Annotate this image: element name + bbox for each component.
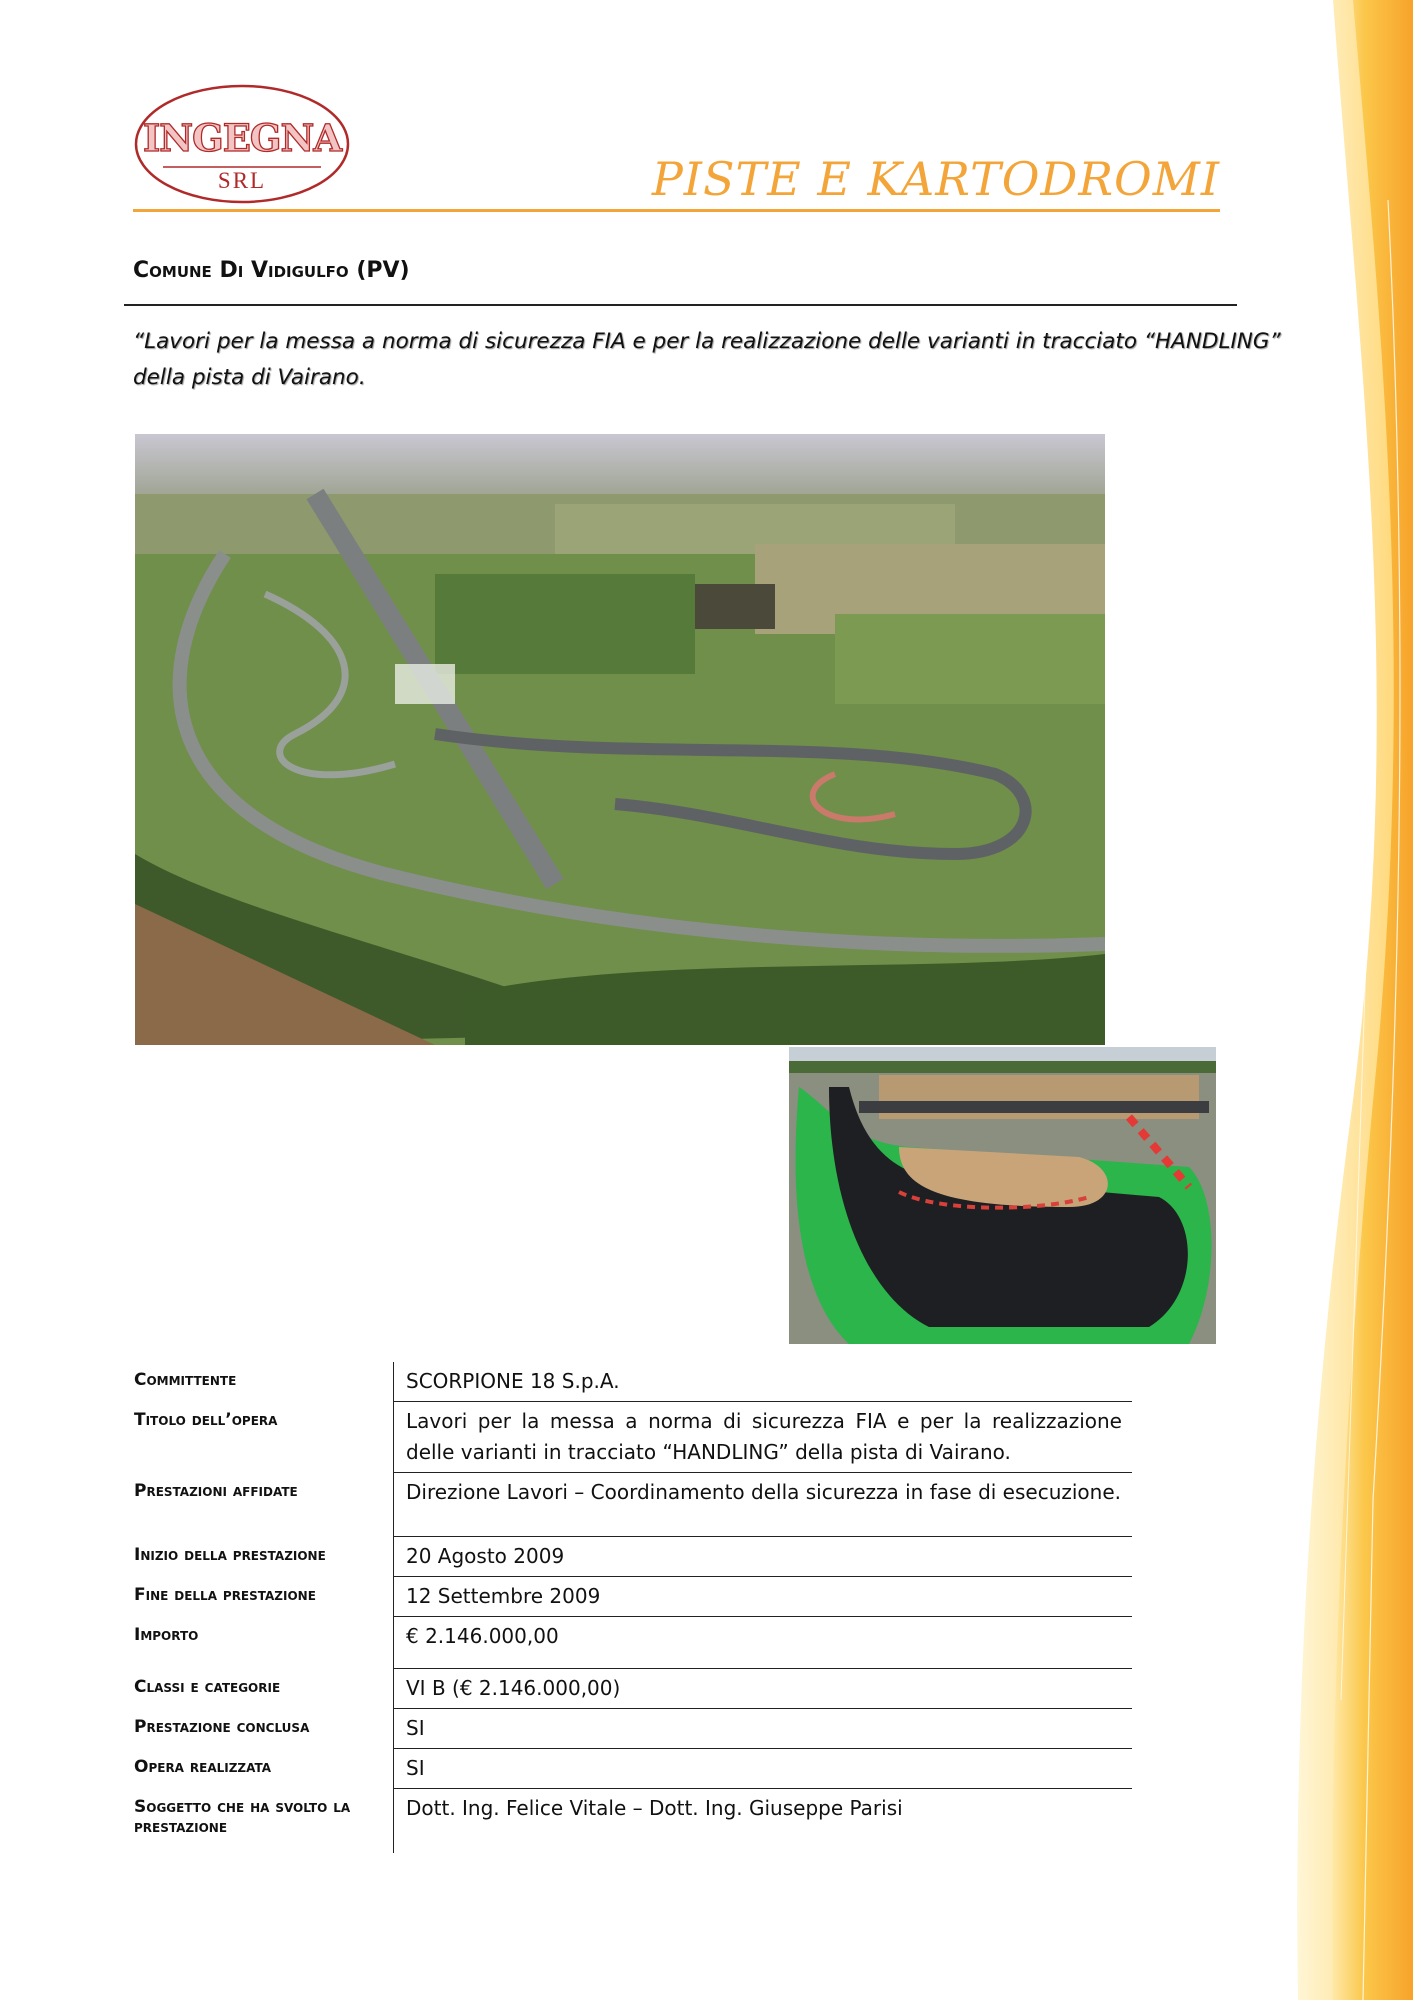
details-row xyxy=(124,1669,1132,1709)
handling-track-photo xyxy=(789,1047,1216,1344)
details-row xyxy=(124,1749,1132,1789)
project-location: Comune Di Vidigulfo (PV) xyxy=(133,258,410,283)
details-row xyxy=(124,1577,1132,1617)
project-details-table xyxy=(124,1362,1132,1853)
section-title: PISTE E KARTODROMI xyxy=(651,152,1220,206)
details-label: Opera realizzata xyxy=(124,1749,394,1789)
details-value: € 2.146.000,00 xyxy=(394,1617,1133,1669)
details-row xyxy=(124,1362,1132,1402)
details-label: Committente xyxy=(124,1362,394,1402)
details-label: Prestazioni affidate xyxy=(124,1473,394,1537)
details-label: Soggetto che ha svolto la prestazione xyxy=(124,1789,394,1853)
decorative-side-swirl xyxy=(1293,0,1413,2000)
aerial-track-photo xyxy=(135,434,1105,1045)
details-label: Prestazione conclusa xyxy=(124,1709,394,1749)
details-label: Fine della prestazione xyxy=(124,1577,394,1617)
details-label: Importo xyxy=(124,1617,394,1669)
details-label: Titolo dell’opera xyxy=(124,1402,394,1473)
details-value: Lavori per la messa a norma di sicurezza FIA e per la realizzazione delle varianti in tracciato “HANDLING” della pista di Vairano. xyxy=(394,1402,1133,1473)
company-logo-suffix: SRL xyxy=(217,168,267,193)
project-subtitle: “Lavori per la messa a norma di sicurezza FIA e per la realizzazione delle varianti in tracciato “HANDLING” della pista di Vairano. xyxy=(133,329,1281,390)
details-row xyxy=(124,1789,1132,1853)
details-row xyxy=(124,1473,1132,1537)
details-row xyxy=(124,1537,1132,1577)
details-label: Inizio della prestazione xyxy=(124,1537,394,1577)
details-value: SI xyxy=(394,1709,1133,1749)
details-value: SCORPIONE 18 S.p.A. xyxy=(394,1362,1133,1402)
details-row xyxy=(124,1402,1132,1473)
details-value: Dott. Ing. Felice Vitale – Dott. Ing. Giuseppe Parisi xyxy=(406,1796,903,1820)
details-value: Direzione Lavori – Coordinamento della sicurezza in fase di esecuzione. xyxy=(394,1473,1133,1537)
details-value: VI B (€ 2.146.000,00) xyxy=(394,1669,1133,1709)
details-row xyxy=(124,1709,1132,1749)
details-label: Classi e categorie xyxy=(124,1669,394,1709)
details-value: SI xyxy=(394,1749,1133,1789)
header-divider xyxy=(133,209,1220,212)
details-value: 20 Agosto 2009 xyxy=(394,1537,1133,1577)
details-value: 12 Settembre 2009 xyxy=(394,1577,1133,1617)
details-row xyxy=(124,1617,1132,1669)
company-logo-name: INGEGNA xyxy=(142,116,342,160)
location-divider xyxy=(124,304,1237,306)
